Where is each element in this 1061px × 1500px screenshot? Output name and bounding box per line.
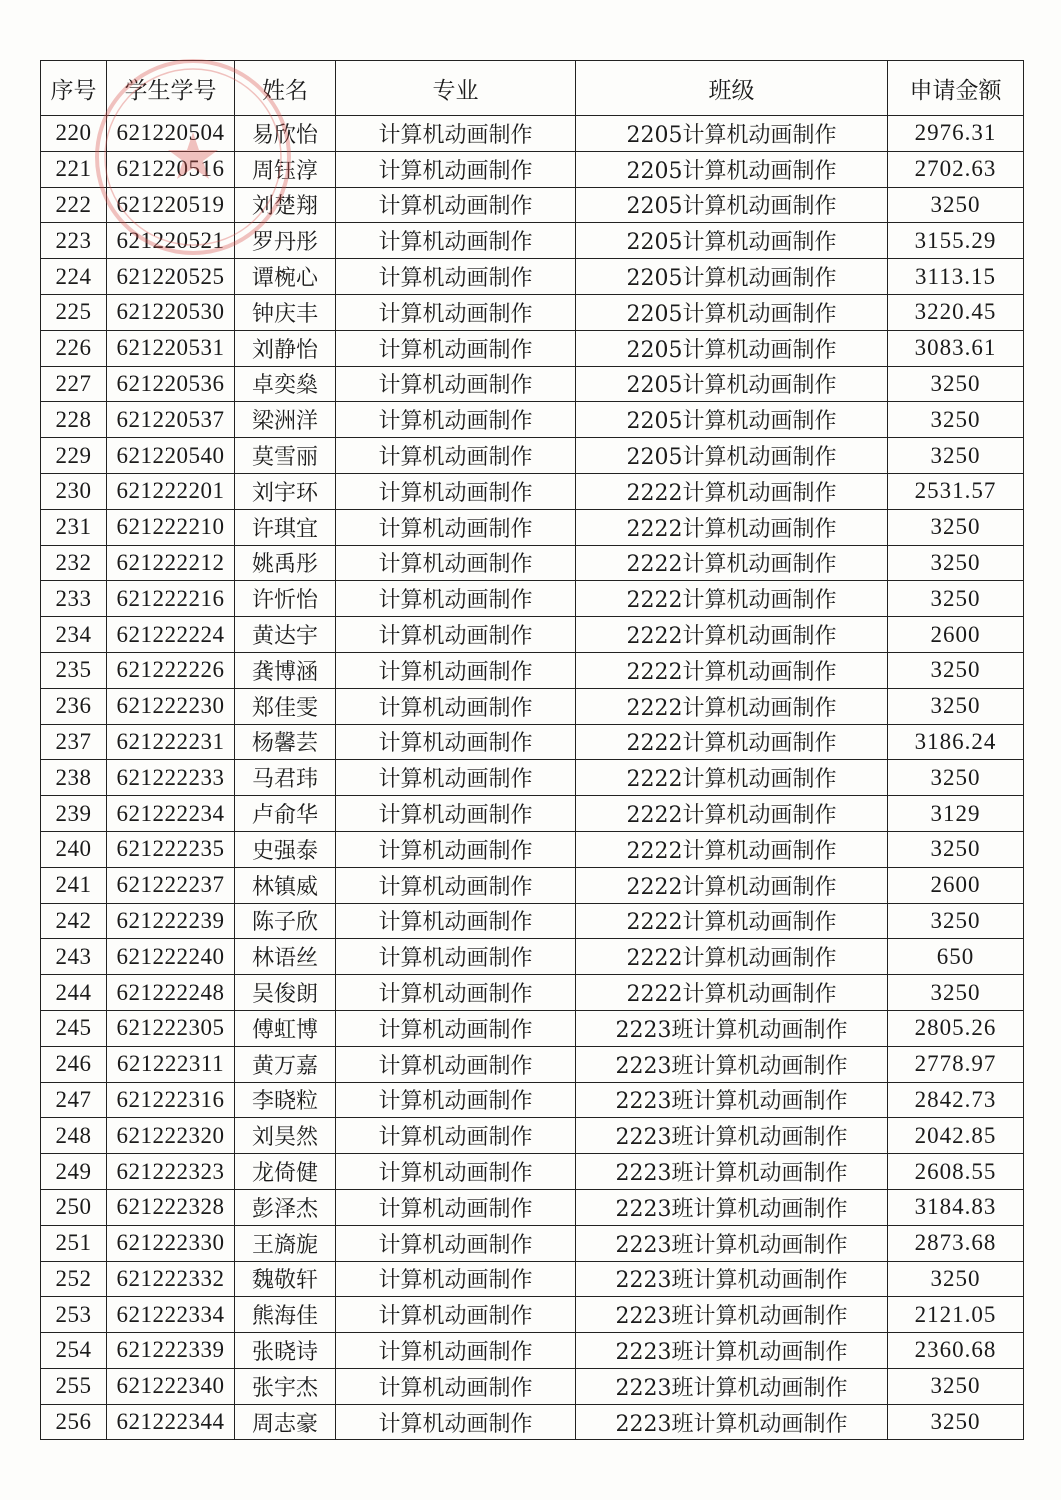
cell-name: 李晓粒 — [235, 1082, 336, 1118]
cell-class: 2205计算机动画制作 — [576, 366, 888, 402]
table-body — [41, 116, 1024, 1440]
cell-seq: 251 — [41, 1225, 107, 1261]
cell-student-id: 621222316 — [107, 1082, 235, 1118]
cell-seq: 249 — [41, 1154, 107, 1190]
cell-student-id: 621222224 — [107, 617, 235, 653]
cell-student-id: 621222248 — [107, 975, 235, 1011]
cell-student-id: 621222311 — [107, 1046, 235, 1082]
table-row — [41, 438, 1024, 474]
cell-amount: 3220.45 — [888, 294, 1024, 330]
cell-name: 周钰淳 — [235, 151, 336, 187]
cell-student-id: 621222216 — [107, 581, 235, 617]
table-row — [41, 116, 1024, 152]
cell-seq: 229 — [41, 438, 107, 474]
cell-class: 2205计算机动画制作 — [576, 402, 888, 438]
cell-amount: 3155.29 — [888, 223, 1024, 259]
table-row — [41, 151, 1024, 187]
cell-major: 计算机动画制作 — [336, 1118, 576, 1154]
cell-class: 2205计算机动画制作 — [576, 151, 888, 187]
cell-student-id: 621220521 — [107, 223, 235, 259]
cell-amount: 3250 — [888, 438, 1024, 474]
cell-major: 计算机动画制作 — [336, 366, 576, 402]
cell-student-id: 621220540 — [107, 438, 235, 474]
cell-class: 2222计算机动画制作 — [576, 617, 888, 653]
cell-seq: 241 — [41, 867, 107, 903]
cell-student-id: 621220516 — [107, 151, 235, 187]
cell-class: 2222计算机动画制作 — [576, 652, 888, 688]
cell-name: 张宇杰 — [235, 1368, 336, 1404]
cell-major: 计算机动画制作 — [336, 1225, 576, 1261]
cell-amount: 3083.61 — [888, 330, 1024, 366]
cell-student-id: 621222237 — [107, 867, 235, 903]
cell-name: 黄达宇 — [235, 617, 336, 653]
cell-seq: 254 — [41, 1333, 107, 1369]
cell-student-id: 621220525 — [107, 259, 235, 295]
cell-amount: 2042.85 — [888, 1118, 1024, 1154]
cell-class: 2222计算机动画制作 — [576, 903, 888, 939]
cell-class: 2223班计算机动画制作 — [576, 1404, 888, 1440]
cell-major: 计算机动画制作 — [336, 438, 576, 474]
cell-amount: 3250 — [888, 509, 1024, 545]
cell-major: 计算机动画制作 — [336, 509, 576, 545]
cell-name: 谭椀心 — [235, 259, 336, 295]
cell-name: 龚博涵 — [235, 652, 336, 688]
cell-class: 2223班计算机动画制作 — [576, 1082, 888, 1118]
cell-student-id: 621220530 — [107, 294, 235, 330]
cell-major: 计算机动画制作 — [336, 939, 576, 975]
cell-student-id: 621222334 — [107, 1297, 235, 1333]
cell-amount: 3250 — [888, 652, 1024, 688]
cell-amount: 3250 — [888, 545, 1024, 581]
cell-amount: 2976.31 — [888, 116, 1024, 152]
cell-student-id: 621222344 — [107, 1404, 235, 1440]
cell-name: 周志豪 — [235, 1404, 336, 1440]
cell-major: 计算机动画制作 — [336, 831, 576, 867]
cell-student-id: 621222332 — [107, 1261, 235, 1297]
cell-student-id: 621222210 — [107, 509, 235, 545]
cell-class: 2223班计算机动画制作 — [576, 1261, 888, 1297]
cell-class: 2223班计算机动画制作 — [576, 1189, 888, 1225]
cell-seq: 228 — [41, 402, 107, 438]
cell-amount: 2531.57 — [888, 473, 1024, 509]
table-row — [41, 1368, 1024, 1404]
cell-student-id: 621222230 — [107, 688, 235, 724]
cell-seq: 248 — [41, 1118, 107, 1154]
cell-seq: 234 — [41, 617, 107, 653]
cell-major: 计算机动画制作 — [336, 1368, 576, 1404]
cell-amount: 3250 — [888, 1368, 1024, 1404]
cell-name: 卓奕燊 — [235, 366, 336, 402]
cell-seq: 233 — [41, 581, 107, 617]
header-class: 班级 — [576, 61, 888, 116]
cell-major: 计算机动画制作 — [336, 1154, 576, 1190]
cell-name: 林语丝 — [235, 939, 336, 975]
cell-student-id: 621222340 — [107, 1368, 235, 1404]
cell-name: 黄万嘉 — [235, 1046, 336, 1082]
cell-major: 计算机动画制作 — [336, 652, 576, 688]
table-row — [41, 724, 1024, 760]
cell-amount: 2873.68 — [888, 1225, 1024, 1261]
cell-student-id: 621220504 — [107, 116, 235, 152]
header-seq: 序号 — [41, 61, 107, 116]
cell-student-id: 621222239 — [107, 903, 235, 939]
cell-major: 计算机动画制作 — [336, 1082, 576, 1118]
cell-seq: 224 — [41, 259, 107, 295]
cell-class: 2223班计算机动画制作 — [576, 1010, 888, 1046]
cell-seq: 232 — [41, 545, 107, 581]
cell-major: 计算机动画制作 — [336, 1010, 576, 1046]
cell-class: 2222计算机动画制作 — [576, 796, 888, 832]
cell-class: 2222计算机动画制作 — [576, 581, 888, 617]
cell-class: 2222计算机动画制作 — [576, 545, 888, 581]
cell-seq: 236 — [41, 688, 107, 724]
cell-seq: 247 — [41, 1082, 107, 1118]
cell-amount: 2600 — [888, 617, 1024, 653]
table-row — [41, 1010, 1024, 1046]
cell-seq: 250 — [41, 1189, 107, 1225]
table-row — [41, 903, 1024, 939]
cell-amount: 2702.63 — [888, 151, 1024, 187]
cell-student-id: 621222231 — [107, 724, 235, 760]
cell-amount: 3250 — [888, 581, 1024, 617]
table-row — [41, 366, 1024, 402]
cell-name: 姚禹彤 — [235, 545, 336, 581]
cell-seq: 239 — [41, 796, 107, 832]
header-student-id: 学生学号 — [107, 61, 235, 116]
cell-class: 2205计算机动画制作 — [576, 438, 888, 474]
cell-student-id: 621222234 — [107, 796, 235, 832]
cell-major: 计算机动画制作 — [336, 975, 576, 1011]
table-row — [41, 1261, 1024, 1297]
cell-student-id: 621222339 — [107, 1333, 235, 1369]
table-row — [41, 187, 1024, 223]
table-row — [41, 1297, 1024, 1333]
cell-major: 计算机动画制作 — [336, 294, 576, 330]
cell-seq: 237 — [41, 724, 107, 760]
cell-major: 计算机动画制作 — [336, 473, 576, 509]
table-row — [41, 330, 1024, 366]
cell-name: 龙倚健 — [235, 1154, 336, 1190]
cell-class: 2205计算机动画制作 — [576, 294, 888, 330]
cell-class: 2223班计算机动画制作 — [576, 1333, 888, 1369]
cell-seq: 243 — [41, 939, 107, 975]
cell-name: 彭泽杰 — [235, 1189, 336, 1225]
cell-name: 刘宇环 — [235, 473, 336, 509]
cell-class: 2205计算机动画制作 — [576, 259, 888, 295]
cell-seq: 240 — [41, 831, 107, 867]
cell-class: 2222计算机动画制作 — [576, 724, 888, 760]
cell-major: 计算机动画制作 — [336, 1333, 576, 1369]
cell-name: 许琪宜 — [235, 509, 336, 545]
cell-amount: 2121.05 — [888, 1297, 1024, 1333]
cell-major: 计算机动画制作 — [336, 724, 576, 760]
table-row — [41, 545, 1024, 581]
cell-seq: 225 — [41, 294, 107, 330]
cell-major: 计算机动画制作 — [336, 259, 576, 295]
table-row — [41, 975, 1024, 1011]
cell-name: 傅虹博 — [235, 1010, 336, 1046]
cell-class: 2223班计算机动画制作 — [576, 1297, 888, 1333]
cell-major: 计算机动画制作 — [336, 151, 576, 187]
cell-name: 魏敬轩 — [235, 1261, 336, 1297]
cell-seq: 253 — [41, 1297, 107, 1333]
cell-amount: 2778.97 — [888, 1046, 1024, 1082]
cell-name: 陈子欣 — [235, 903, 336, 939]
cell-student-id: 621222320 — [107, 1118, 235, 1154]
cell-major: 计算机动画制作 — [336, 223, 576, 259]
cell-seq: 226 — [41, 330, 107, 366]
header-row — [41, 61, 1024, 116]
cell-major: 计算机动画制作 — [336, 330, 576, 366]
table-row — [41, 1154, 1024, 1190]
cell-major: 计算机动画制作 — [336, 903, 576, 939]
cell-class: 2222计算机动画制作 — [576, 688, 888, 724]
cell-amount: 650 — [888, 939, 1024, 975]
cell-seq: 245 — [41, 1010, 107, 1046]
cell-seq: 223 — [41, 223, 107, 259]
cell-major: 计算机动画制作 — [336, 1404, 576, 1440]
cell-major: 计算机动画制作 — [336, 617, 576, 653]
table-row — [41, 1333, 1024, 1369]
table-row — [41, 1189, 1024, 1225]
table-row — [41, 1118, 1024, 1154]
cell-amount: 3184.83 — [888, 1189, 1024, 1225]
cell-name: 史强泰 — [235, 831, 336, 867]
cell-amount: 3250 — [888, 366, 1024, 402]
cell-name: 吴俊朗 — [235, 975, 336, 1011]
cell-amount: 3250 — [888, 975, 1024, 1011]
cell-student-id: 621222305 — [107, 1010, 235, 1046]
cell-student-id: 621220536 — [107, 366, 235, 402]
cell-name: 易欣怡 — [235, 116, 336, 152]
cell-seq: 238 — [41, 760, 107, 796]
cell-student-id: 621222226 — [107, 652, 235, 688]
table-row — [41, 223, 1024, 259]
cell-amount: 3250 — [888, 187, 1024, 223]
cell-major: 计算机动画制作 — [336, 867, 576, 903]
cell-student-id: 621220537 — [107, 402, 235, 438]
cell-amount: 3250 — [888, 760, 1024, 796]
cell-seq: 255 — [41, 1368, 107, 1404]
table-row — [41, 867, 1024, 903]
cell-seq: 227 — [41, 366, 107, 402]
cell-student-id: 621220519 — [107, 187, 235, 223]
cell-amount: 3250 — [888, 831, 1024, 867]
cell-major: 计算机动画制作 — [336, 116, 576, 152]
cell-class: 2205计算机动画制作 — [576, 330, 888, 366]
cell-name: 林镇威 — [235, 867, 336, 903]
header-name: 姓名 — [235, 61, 336, 116]
cell-seq: 230 — [41, 473, 107, 509]
cell-amount: 3186.24 — [888, 724, 1024, 760]
cell-name: 熊海佳 — [235, 1297, 336, 1333]
cell-name: 梁洲洋 — [235, 402, 336, 438]
cell-amount: 3250 — [888, 688, 1024, 724]
cell-class: 2223班计算机动画制作 — [576, 1118, 888, 1154]
table-row — [41, 581, 1024, 617]
cell-seq: 244 — [41, 975, 107, 1011]
cell-class: 2223班计算机动画制作 — [576, 1368, 888, 1404]
table-row — [41, 509, 1024, 545]
cell-student-id: 621222330 — [107, 1225, 235, 1261]
cell-name: 张晓诗 — [235, 1333, 336, 1369]
cell-student-id: 621220531 — [107, 330, 235, 366]
cell-student-id: 621222233 — [107, 760, 235, 796]
cell-name: 许忻怡 — [235, 581, 336, 617]
cell-student-id: 621222235 — [107, 831, 235, 867]
cell-class: 2205计算机动画制作 — [576, 223, 888, 259]
cell-seq: 252 — [41, 1261, 107, 1297]
cell-major: 计算机动画制作 — [336, 688, 576, 724]
cell-name: 郑佳雯 — [235, 688, 336, 724]
cell-amount: 3250 — [888, 1261, 1024, 1297]
cell-major: 计算机动画制作 — [336, 796, 576, 832]
cell-seq: 242 — [41, 903, 107, 939]
cell-seq: 256 — [41, 1404, 107, 1440]
application-table — [40, 60, 1024, 1440]
cell-amount: 2608.55 — [888, 1154, 1024, 1190]
cell-name: 莫雪丽 — [235, 438, 336, 474]
table-row — [41, 796, 1024, 832]
header-major: 专业 — [336, 61, 576, 116]
cell-amount: 3113.15 — [888, 259, 1024, 295]
table-row — [41, 1046, 1024, 1082]
cell-major: 计算机动画制作 — [336, 402, 576, 438]
cell-seq: 235 — [41, 652, 107, 688]
table-row — [41, 259, 1024, 295]
cell-name: 杨馨芸 — [235, 724, 336, 760]
cell-student-id: 621222323 — [107, 1154, 235, 1190]
header-amount: 申请金额 — [888, 61, 1024, 116]
cell-class: 2205计算机动画制作 — [576, 116, 888, 152]
cell-class: 2222计算机动画制作 — [576, 473, 888, 509]
cell-student-id: 621222240 — [107, 939, 235, 975]
cell-amount: 2600 — [888, 867, 1024, 903]
cell-seq: 222 — [41, 187, 107, 223]
cell-amount: 3250 — [888, 402, 1024, 438]
cell-class: 2222计算机动画制作 — [576, 760, 888, 796]
table-row — [41, 760, 1024, 796]
cell-amount: 2360.68 — [888, 1333, 1024, 1369]
cell-seq: 220 — [41, 116, 107, 152]
cell-class: 2223班计算机动画制作 — [576, 1154, 888, 1190]
cell-student-id: 621222212 — [107, 545, 235, 581]
cell-amount: 3129 — [888, 796, 1024, 832]
cell-class: 2223班计算机动画制作 — [576, 1225, 888, 1261]
table-row — [41, 939, 1024, 975]
cell-seq: 231 — [41, 509, 107, 545]
cell-major: 计算机动画制作 — [336, 760, 576, 796]
cell-major: 计算机动画制作 — [336, 1046, 576, 1082]
cell-name: 罗丹彤 — [235, 223, 336, 259]
cell-name: 卢俞华 — [235, 796, 336, 832]
table-row — [41, 402, 1024, 438]
table-row — [41, 831, 1024, 867]
cell-amount: 3250 — [888, 1404, 1024, 1440]
table-row — [41, 294, 1024, 330]
cell-class: 2222计算机动画制作 — [576, 509, 888, 545]
cell-student-id: 621222328 — [107, 1189, 235, 1225]
document-sheet — [40, 60, 1023, 1440]
cell-major: 计算机动画制作 — [336, 1261, 576, 1297]
cell-class: 2222计算机动画制作 — [576, 867, 888, 903]
cell-name: 钟庆丰 — [235, 294, 336, 330]
cell-class: 2223班计算机动画制作 — [576, 1046, 888, 1082]
cell-name: 刘昊然 — [235, 1118, 336, 1154]
cell-class: 2222计算机动画制作 — [576, 939, 888, 975]
cell-class: 2222计算机动画制作 — [576, 975, 888, 1011]
cell-amount: 2842.73 — [888, 1082, 1024, 1118]
cell-major: 计算机动画制作 — [336, 581, 576, 617]
cell-name: 刘静怡 — [235, 330, 336, 366]
cell-name: 王旖旎 — [235, 1225, 336, 1261]
table-row — [41, 1082, 1024, 1118]
table-row — [41, 652, 1024, 688]
cell-seq: 221 — [41, 151, 107, 187]
cell-major: 计算机动画制作 — [336, 1189, 576, 1225]
cell-seq: 246 — [41, 1046, 107, 1082]
table-row — [41, 1225, 1024, 1261]
table-row — [41, 1404, 1024, 1440]
table-header — [41, 61, 1024, 116]
cell-name: 马君玮 — [235, 760, 336, 796]
cell-major: 计算机动画制作 — [336, 1297, 576, 1333]
cell-major: 计算机动画制作 — [336, 187, 576, 223]
cell-class: 2205计算机动画制作 — [576, 187, 888, 223]
table-row — [41, 688, 1024, 724]
cell-name: 刘楚翔 — [235, 187, 336, 223]
cell-amount: 2805.26 — [888, 1010, 1024, 1046]
cell-student-id: 621222201 — [107, 473, 235, 509]
table-row — [41, 473, 1024, 509]
cell-amount: 3250 — [888, 903, 1024, 939]
cell-class: 2222计算机动画制作 — [576, 831, 888, 867]
table-row — [41, 617, 1024, 653]
cell-major: 计算机动画制作 — [336, 545, 576, 581]
